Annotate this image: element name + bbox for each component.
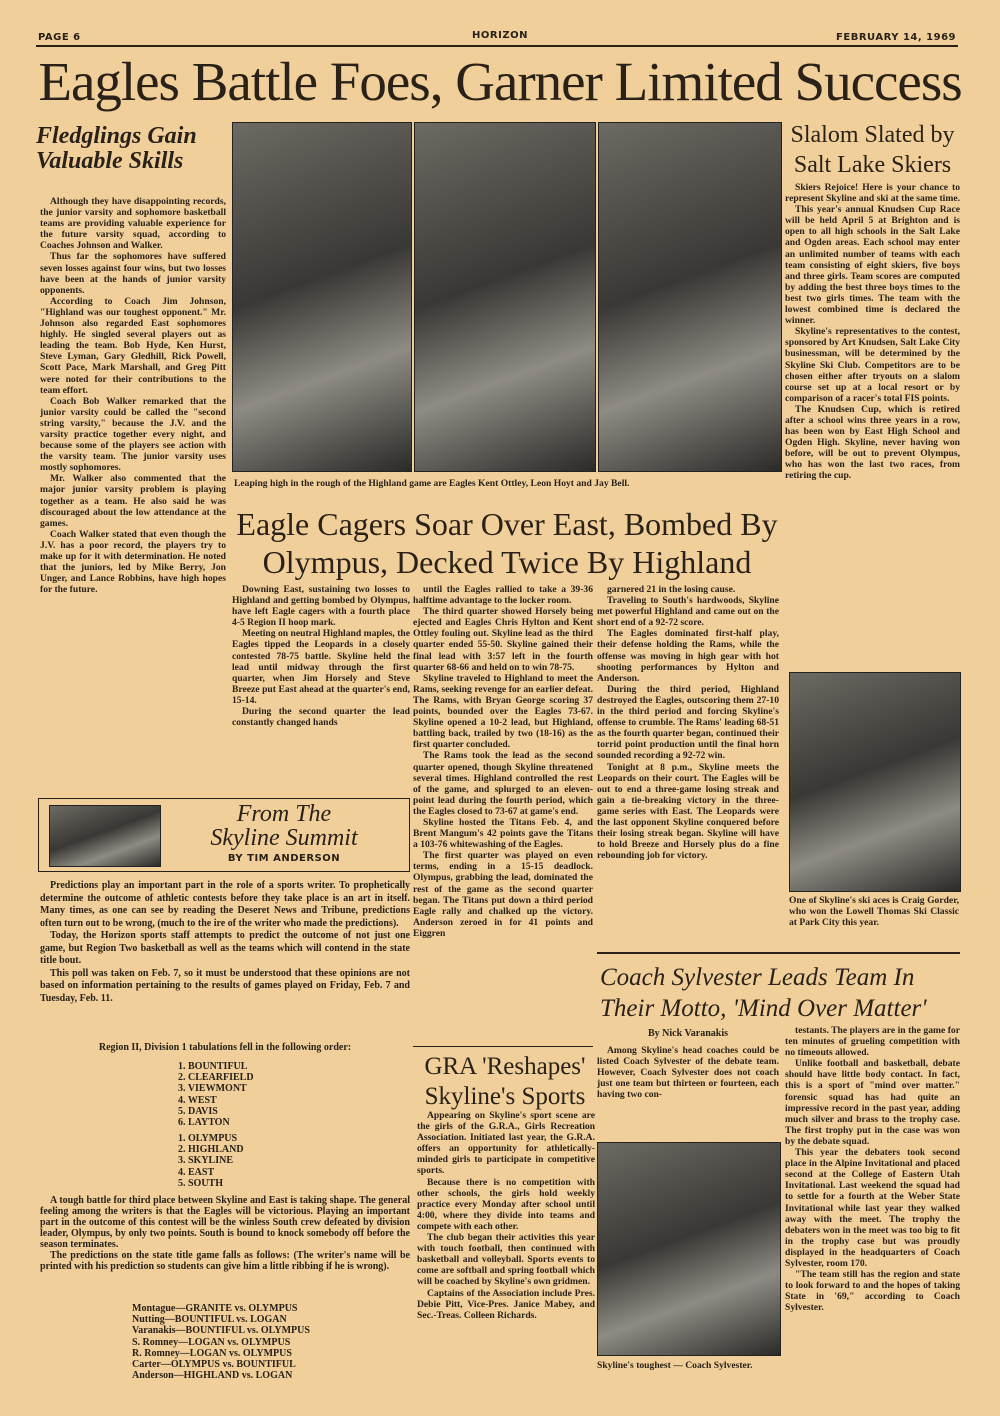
paragraph: Tonight at 8 p.m., Skyline meets the Leopards on their court. The Eagles will be out to end a three-game losing streak and gain a tie-breaking victory in the three-game series with East. The Leopards were the last opponent Skyline conquered before their losing streak began. Skyline will have to hold Breeze and Horsely plus do a fine rebounding job for victory. [597,761,779,862]
gra-body [417,1110,595,1385]
paragraph: During the third period, Highland destroyed the Eagles, outscoring them 27-10 in the third period and forcing Skyline's offense to crumble. The Rams' leading 68-51 as the fourth quarter began, continued their torrid point production until the final horn sounded recording a 92-72 win. [597,683,779,762]
paragraph: Thus far the sophomores have suffered seven losses against four wins, but two losses have been at the hands of junior varsity opponents. [40,251,226,296]
divider [413,1046,593,1047]
paragraph: "The team still has the region and state to look forward to and the hopes of taking State in '69," according to Coach Sylvester. [785,1269,960,1314]
gra-title: GRA 'Reshapes' Skyline's Sports [424,1053,586,1110]
paragraph: Appearing on Skyline's sport scene are the girls of the G.R.A., Girls Recreation Association. Initiated last year, the G.R.A. offers an opportunity for athletically-minded girls to participate in competitive sports. [417,1110,595,1177]
slalom-title: Slalom Slated by Salt Lake Skiers [790,122,955,178]
paragraph: Skyline hosted the Titans Feb. 4, and Brent Mangum's 42 points gave the Titans a 103-76 whitewashing of the Eagles. [413,816,593,851]
paragraph: testants. The players are in the game for ten minutes of grueling competition with no timeouts allowed. [785,1025,960,1059]
paragraph: Among Skyline's head coaches could be listed Coach Sylvester of the debate team. However, Coach Sylvester does not coach just one team but thirteen or fourteen, each having two con- [597,1045,779,1101]
paragraph: According to Coach Jim Johnson, "Highland was our toughest opponent." Mr. Johnson also regarded East sophomores highly. He singled several players out as leading the team. Bob Hyde, Ken Hurst, Steve Lyman, Gary Gledhill, Rick Powell, Scott Pace, Mark Marshall, and Greg Pitt were noted for their contributions to the team effort. [40,295,226,396]
paragraph: Captains of the Association include Pres. Debie Pitt, Vice-Pres. Janice Mabey, and Sec.-Treas. Colleen Richards. [417,1287,595,1321]
paragraph: Today, the Horizon sports staff attempts to predict the outcome of not just one game, but Region Two basketball as well as the teams which will contend in the state title bout. [40,930,410,966]
column-byline: BY TIM ANDERSON [227,853,341,864]
skier-caption: One of Skyline's ski aces is Craig Gorder, who won the Lowell Thomas Ski Classic at Park City this year. [789,895,959,928]
skier-photo [789,672,961,892]
list-item: Anderson—HIGHLAND vs. LOGAN [132,1370,293,1382]
paragraph: This year the debaters took second place in the Alpine Invitational and placed second at the College of Eastern Utah Invitational. Last weekend the squad had to settle for a fourth at the Weber State Invitational while last year they walked away with the meet. The trophy the debaters won in the meet was too big to fit in the trophy case but was proudly displayed in the headquarters of Coach Sylvester, room 170. [785,1147,960,1269]
coach-caption: Skyline's toughest — Coach Sylvester. [597,1360,753,1371]
paragraph: Skyline traveled to Highland to meet the Rams, seeking revenge for an earlier defeat. The Rams, with Bryan George scoring 37 points, bounded over the Eagles 73-67. Skyline opened a 10-2 lead, but Highland, battling back, trailed by two (18-16) as the first quarter concluded. [413,672,593,751]
list-item: 1. OLYMPUS [178,1133,238,1144]
summit-body-2 [40,1195,410,1315]
paragraph: This poll was taken on Feb. 7, so it must be understood that these opinions are not based on information pertaining to the results of games played on Friday, Feb. 7 and Tuesday, Feb. 11. [40,967,410,1004]
paragraph: The Rams took the lead as the second quarter opened, though Skyline threatened several times. Highland controlled the rest of the game, and splurged to an eleven-point lead during the fourth period, which the Eagles closed to 73-67 at game's end. [413,750,593,817]
paragraph: During the second quarter the lead constantly changed hands [232,706,410,729]
sylvester-col-2 [785,1025,960,1385]
cagers-title: Eagle Cagers Soar Over East, Bombed By Olympus, Decked Twice By Highland [236,506,778,580]
predictions-list [132,1303,412,1381]
paragraph: garnered 21 in the losing cause. [607,584,736,595]
paragraph: Meeting on neutral Highland maples, the Eagles tipped the Leopards in a closely contested 78-75 battle. Skyline held the lead until midway through the first quarter, when Jim Horsely and Steve Breeze put East ahead at the quarter's end, 15-14. [232,628,410,706]
column-title-line2: Skyline Summit [210,825,358,851]
fledglings-body [40,196,226,786]
list-item: Montague—GRANITE vs. OLYMPUS [132,1303,298,1314]
paragraph: The Eagles dominated first-half play, their defense holding the Rams, while the offense was moving in high gear with hot shooting performances by Hylton and Anderson. [597,628,779,684]
paragraph: A tough battle for third place between Skyline and East is taking shape. The general feeling among the writers is that the Eagles will be victorious. Playing an important part in the outcome of this contest will be the winless South crew defeated by division leader, Olympus, by only two points. South is bound to knock somebody off before the season terminates. [40,1195,410,1250]
sylvester-title: Coach Sylvester Leads Team In Their Motto, 'Mind Over Matter' [600,964,927,1022]
paragraph: The Knudsen Cup, which is retired after a school wins three years in a row, has been won by East High School and Ogden High. Skyline, never having won before, will be out to prevent Olympus, who has won the last two races, from retiring the cup. [785,403,960,482]
paragraph: Mr. Walker also commented that the major junior varsity problem is playing together as a team. He also said he was discouraged about the low attendance at the games. [40,473,226,529]
list-item: 2. CLEARFIELD [178,1072,254,1084]
list-item: Varanakis—BOUNTIFUL vs. OLYMPUS [132,1325,310,1337]
paragraph: Although they have disappointing records, the junior varsity and sophomore basketball teams are providing valuable experience for the future varsity squad, according to Coaches Johnson and Walker. [40,196,226,252]
cagers-col-1 [232,584,410,784]
list-item: 5. DAVIS [178,1105,218,1117]
paragraph: The third quarter showed Horsely being ejected and Eagles Chris Hylton and Kent Ottley fouling out. Skyline lead as the third quarter ended 55-50. Skyline gained their final lead with 3:57 left in the fourth quarter 68-66 and held on to win 78-75. [413,606,593,673]
paragraph: until the Eagles rallied to take a 39-36 halftime advantage to the locker room. [413,584,593,607]
list-item: Nutting—BOUNTIFUL vs. LOGAN [132,1314,287,1326]
list-item: S. Romney—LOGAN vs. OLYMPUS [132,1336,291,1348]
paragraph: Coach Bob Walker remarked that the junior varsity could be called the "second string varsity," because the J.V. and the varsity practice together every night, and because some of the players see action with the varsity team. The junior varsity uses mostly sophomores. [40,395,226,474]
tabulation-intro: Region II, Division 1 tabulations fell in the following order: [98,1042,352,1053]
masthead-rule [36,45,958,47]
issue-date: FEBRUARY 14, 1969 [836,32,956,43]
paragraph: Skiers Rejoice! Here is your chance to represent Skyline and ski at the same time. [785,182,960,205]
list-item: 4. EAST [178,1166,215,1178]
paper-name: HORIZON [472,30,528,41]
paragraph: The predictions on the state title game falls as follows: (The writer's name will be printed with his prediction so students can give him a little ribbing if he is wrong). [40,1250,410,1272]
list-item: 4. WEST [178,1094,217,1106]
page-number: PAGE 6 [38,32,81,43]
list-item: 3. SKYLINE [178,1155,234,1167]
paragraph: The first quarter was played on even terms, ending in a 15-15 deadlock. Olympus, grabbing the lead, dominated the rest of the game as the second quarter began. The Titans put down a third period Eagle rally and chalked up the victory. Anderson zeroed in for 41 points and Eiggren [413,850,593,939]
photo-caption: Leaping high in the rough of the Highland game are Eagles Kent Ottley, Leon Hoyt and Jay Bell. [234,478,630,489]
column-header-box [38,798,410,872]
list-item: 3. VIEWMONT [178,1083,247,1095]
basketball-photo-2 [414,122,596,472]
columnist-photo [49,805,161,867]
paragraph: Predictions play an important part in the role of a sports writer. To prophetically determine the outcome of athletic contests before they take place is an art in itself. Many times, as one can see by reading the Deseret News and Tribune, predictions often turn out to be wrong, (much to the ire of the writer who made the predictions). [40,880,410,929]
list-item: 1. BOUNTIFUL [178,1061,248,1072]
cagers-col-2 [413,584,593,1044]
sylvester-col-1 [597,1045,779,1135]
basketball-photo-3 [598,122,782,472]
divider [597,952,960,954]
list-item: 2. HIGHLAND [178,1144,244,1156]
cagers-col-3 [597,584,779,934]
paragraph: Traveling to South's hardwoods, Skyline met powerful Highland and came out on the short end of a 92-72 score. [597,595,779,629]
slalom-body [785,182,960,662]
sylvester-byline: By Nick Varanakis [647,1028,729,1039]
paragraph: This year's annual Knudsen Cup Race will be held April 5 at Brighton and is open to all high schools in the Salt Lake and Ogden areas. Each school may enter an unlimited number of teams with each team consisting of eight skiers, five boys and three girls. Team scores are computed by adding the best three boys times to the best two girls times. The team with the lowest combined time is declared the winner. [785,204,960,327]
paragraph: Because there is no competition with other schools, the girls hold weekly practice every Monday after school until 4:00, where they divide into teams and compete with each other. [417,1176,595,1232]
column-title-line1: From The [236,801,332,827]
paragraph: Downing East, sustaining two losses to Highland and getting bombed by Olympus, have left Eagle cagers with a fourth place 4-5 Region II hoop mark. [232,584,410,629]
list-item: 6. LAYTON [178,1117,230,1129]
standings-list-2 [178,1133,378,1189]
list-item: Carter—OLYMPUS vs. BOUNTIFUL [132,1359,296,1371]
summit-body [40,880,410,1040]
list-item: 5. SOUTH [178,1177,224,1189]
fledglings-title: Fledglings Gain Valuable Skills [36,123,197,175]
standings-list-1 [178,1061,378,1128]
paragraph: Unlike football and basketball, debate should have little body contact. In fact, this is a sport of "mind over matter." forensic squad has had quite an impressive record in the past year, adding much silver and brass to the trophy case. The first trophy put in the case was won by the debate squad. [785,1058,960,1147]
main-headline: Eagles Battle Foes, Garner Limited Success [38,51,962,112]
coach-photo [597,1142,781,1356]
list-item: R. Romney—LOGAN vs. OLYMPUS [132,1347,292,1359]
basketball-photo-1 [232,122,412,472]
paragraph: Skyline's representatives to the contest, sponsored by Art Knudsen, Salt Lake City businessman, will be determined by the Skyline Ski Club. Competitors are to be chosen either after tryouts on a slalom course set up at a local resort or by comparison of a racer's total FIS points. [785,326,960,404]
paragraph: Coach Walker stated that even though the J.V. has a poor record, the players try to make up for it with determination. He noted that the juniors, led by Mike Berry, Jon Unger, and Lance Robbins, have high hopes for the future. [40,528,226,596]
paragraph: The club began their activities this year with touch football, then continued with basketball and volleyball. Sports events to come are softball and spring football which will be coached by Skyline's own gridmen. [417,1232,595,1288]
